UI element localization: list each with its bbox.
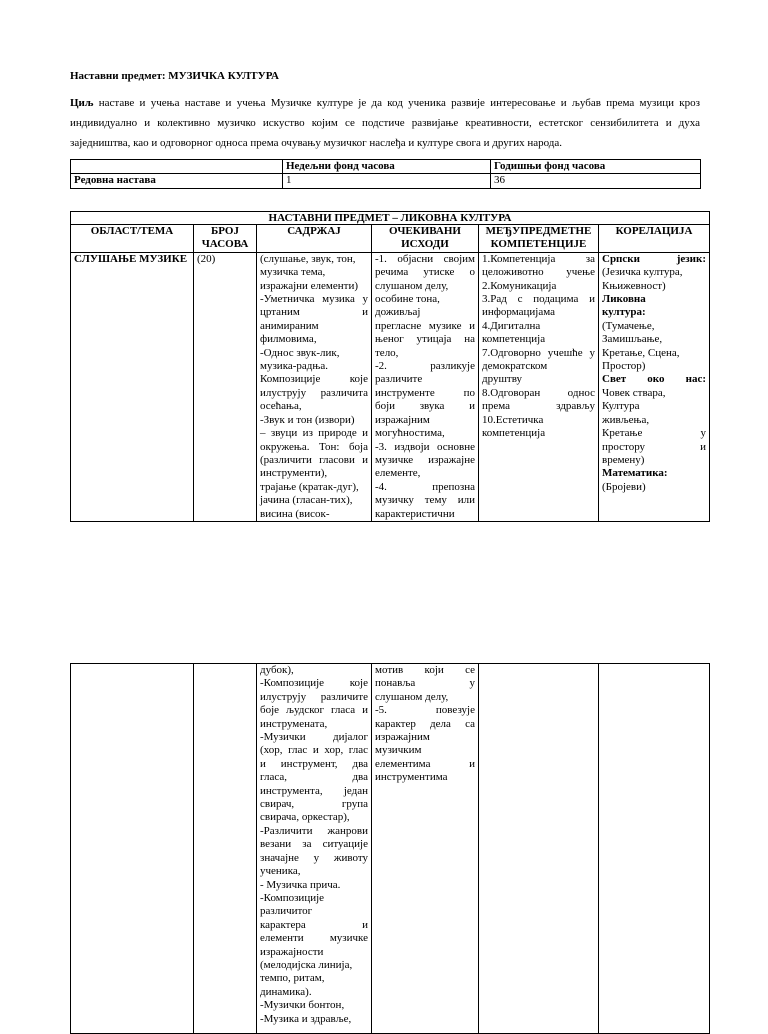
content-line: цртаним и	[260, 306, 368, 319]
fund-header-weekly: Недељни фонд часова	[283, 160, 491, 174]
content-line: боје људског гласа и	[260, 704, 368, 717]
header-area: ОБЛАСТ/ТЕМА	[71, 225, 194, 253]
content-line: изражајни елементи)	[260, 279, 359, 292]
correlation-line: Култура	[602, 400, 640, 413]
outcome-line: -1. објасни својим	[375, 252, 475, 265]
content-line: свирача, оркестар),	[260, 811, 350, 824]
curriculum-row-continued	[71, 664, 710, 1034]
content-line: музичка тема,	[260, 266, 326, 279]
correlation-line: времену)	[602, 453, 645, 466]
competences-cell	[479, 252, 599, 521]
content-line: ученика,	[260, 865, 301, 878]
goal-word: Циљ	[70, 97, 94, 109]
outcome-line: боји звука и	[375, 400, 475, 413]
outcomes-list	[375, 253, 475, 521]
fund-table	[70, 159, 701, 189]
content-line: -Музика и здравље,	[260, 1012, 352, 1025]
competence-line: 8.Одговоран однос	[482, 386, 595, 399]
competence-line: целоживотно учење	[482, 266, 595, 279]
outcome-line: изражајним	[375, 413, 430, 426]
content-line: карактера и	[260, 918, 368, 931]
curriculum-table	[70, 211, 710, 522]
outcome-line: изражајним	[375, 731, 430, 744]
outcomes-list-continued	[375, 664, 475, 785]
content-line: свирач, група	[260, 798, 368, 811]
outcome-line: могућностима,	[375, 427, 445, 440]
correlation-line: Кретање, Сцена,	[602, 346, 680, 359]
goal-paragraph	[70, 93, 700, 153]
competence-line: према здрављу	[482, 400, 595, 413]
correlation-line: живљења,	[602, 413, 650, 426]
subject-heading-label: Наставни предмет:	[70, 70, 166, 82]
header-outcomes: ОЧЕКИВАНИ ИСХОДИ	[372, 225, 479, 253]
competence-line: 1.Компетенција за	[482, 252, 595, 265]
correlation-line: Књижевност)	[602, 279, 666, 292]
fund-row-yearly: 36	[491, 174, 701, 188]
content-line: -Музички дијалог	[260, 731, 368, 744]
content-line: инструменти),	[260, 467, 328, 480]
content-line: Композиције које	[260, 373, 368, 386]
content-line: значајне у животу	[260, 851, 368, 864]
outcome-line: -4. препозна	[375, 480, 475, 493]
header-correlation: КОРЕЛАЦИЈА	[599, 225, 710, 253]
outcomes-cell-continued	[372, 664, 479, 1034]
content-line: елементи музичке	[260, 932, 368, 945]
correlation-line: Српски језик:	[602, 252, 706, 265]
content-line: илуструју различите	[260, 690, 368, 703]
competence-line: 2.Комуникација	[482, 279, 557, 292]
subject-heading	[70, 70, 279, 83]
outcome-line: елементима и	[375, 757, 475, 770]
curriculum-row-listening	[71, 252, 710, 521]
outcome-line: -3. издвоји основне	[375, 440, 475, 453]
outcome-line: -5. повезује	[375, 704, 475, 717]
area-cell-empty	[71, 664, 194, 1034]
competence-line: друштву	[482, 373, 523, 386]
competence-line: 10.Естетичка	[482, 413, 544, 426]
fund-row-label: Редовна настава	[71, 174, 283, 188]
outcome-line: инструментима	[375, 771, 448, 784]
outcome-line: музичке изражајне	[375, 453, 475, 466]
competence-line: 3.Рад с подацима и	[482, 293, 595, 306]
curriculum-title: НАСТАВНИ ПРЕДМЕТ – ЛИКОВНА КУЛТУРА	[71, 212, 710, 225]
outcome-line: доживљај	[375, 306, 421, 319]
content-list-continued	[260, 664, 368, 1026]
correlation-line: култура:	[602, 306, 646, 319]
goal-line-2: индивидуално и колективно музичко искуство којим се подстиче развијање креативности, естетског сензибилитета и духа	[70, 117, 700, 129]
correlation-line: простору и	[602, 440, 706, 453]
content-line: изражајности	[260, 945, 324, 958]
outcome-line: мотив који се	[375, 664, 475, 676]
outcome-line: инструменте по	[375, 386, 475, 399]
content-line: висина (висок-	[260, 507, 330, 520]
header-content: САДРЖАЈ	[257, 225, 372, 253]
competence-line: компетенција	[482, 427, 546, 440]
content-line: (различити гласови и	[260, 453, 368, 466]
content-list	[260, 253, 368, 521]
correlation-cell-empty	[599, 664, 710, 1034]
fund-header-empty	[71, 160, 283, 174]
competence-line: демократском	[482, 360, 548, 373]
content-line: јачина (гласан-тих),	[260, 494, 353, 507]
outcomes-cell	[372, 252, 479, 521]
outcome-line: музичким	[375, 744, 422, 757]
outcome-line: елементе,	[375, 467, 421, 480]
goal-line-3: заједништва, као и одговорног односа према очувању музичког наслеђа и културе свога и других народа.	[70, 137, 563, 149]
content-line: илуструју различита	[260, 386, 368, 399]
content-line: -Однос звук-лик,	[260, 346, 340, 359]
content-line: -Композиције које	[260, 677, 368, 690]
correlation-cell	[599, 252, 710, 521]
outcome-line: прегласне музике и	[375, 319, 475, 332]
correlation-list	[602, 253, 706, 494]
content-line: музика-радња.	[260, 360, 328, 373]
curriculum-header-row	[71, 225, 710, 253]
content-cell-continued	[257, 664, 372, 1034]
outcome-line: слушаном делу,	[375, 690, 449, 703]
content-line: и инструмент, два	[260, 757, 368, 770]
content-line: филмовима,	[260, 333, 317, 346]
correlation-line: Човек ствара,	[602, 386, 666, 399]
outcome-line: њеног утицаја на	[375, 333, 475, 346]
content-line: -Музички бонтон,	[260, 999, 345, 1012]
header-hours: БРОЈ ЧАСОВА	[194, 225, 257, 253]
curriculum-title-row	[71, 212, 710, 225]
fund-row-weekly: 1	[283, 174, 491, 188]
content-line: -Звук и тон (извори)	[260, 413, 355, 426]
correlation-line: Замишљање,	[602, 333, 663, 346]
content-line: осећања,	[260, 400, 302, 413]
content-line: (слушање, звук, тон,	[260, 252, 356, 265]
outcome-line: -2. разликује	[375, 360, 475, 373]
outcome-line: карактер дела са	[375, 717, 475, 730]
competence-line: 4.Дигитална	[482, 319, 541, 332]
content-line: (хор, глас и хор, глас	[260, 744, 368, 757]
content-line: (мелодијска линија,	[260, 958, 353, 971]
outcome-line: тело,	[375, 346, 399, 359]
outcome-line: понавља у	[375, 677, 475, 690]
content-line: -Композиције	[260, 891, 325, 904]
content-line: – звуци из природе и	[260, 427, 368, 440]
content-line: -Различити жанрови	[260, 824, 368, 837]
area-cell: СЛУШАЊЕ МУЗИКЕ	[71, 252, 194, 521]
content-line: - Музичка прича.	[260, 878, 341, 891]
correlation-line: (Језичка култура,	[602, 266, 683, 279]
fund-table-row	[71, 174, 701, 188]
content-cell	[257, 252, 372, 521]
content-line: инструмената,	[260, 717, 328, 730]
goal-line-1: наставе и учења наставе и учења Музичке културе је да код ученика развије интересовање и љубав према музици кроз	[98, 97, 700, 109]
content-line: темпо, ритам,	[260, 972, 325, 985]
correlation-line: Ликовна	[602, 293, 646, 306]
content-line: окружења. Тон: боја	[260, 440, 368, 453]
competences-cell-empty	[479, 664, 599, 1034]
content-line: везани за ситуације	[260, 838, 368, 851]
content-line: динамика).	[260, 985, 312, 998]
outcome-line: слушаном делу,	[375, 279, 449, 292]
competence-line: 7.Одговорно учешће у	[482, 346, 595, 359]
correlation-line: (Бројеви)	[602, 480, 646, 493]
fund-header-yearly: Годишњи фонд часова	[491, 160, 701, 174]
content-line: инструмента, један	[260, 784, 368, 797]
outcome-line: особине тона,	[375, 293, 440, 306]
correlation-line: Математика:	[602, 467, 668, 480]
subject-heading-value: МУЗИЧКА КУЛТУРА	[168, 70, 279, 82]
outcome-line: карактеристични	[375, 507, 455, 520]
hours-cell: (20)	[194, 252, 257, 521]
content-line: -Уметничка музика у	[260, 293, 368, 306]
correlation-line: Кретање у	[602, 427, 706, 440]
competences-list	[482, 253, 595, 441]
competence-line: информацијама	[482, 306, 555, 319]
curriculum-table-continued	[70, 663, 710, 1034]
competence-line: компетенција	[482, 333, 546, 346]
content-line: анимираним	[260, 319, 319, 332]
content-line: гласа, два	[260, 771, 368, 784]
correlation-line: Простор)	[602, 360, 646, 373]
outcome-line: различите	[375, 373, 423, 386]
header-competences: МЕЂУПРЕДМЕТНЕ КОМПЕТЕНЦИЈЕ	[479, 225, 599, 253]
content-line: трајање (кратак-дуг),	[260, 480, 359, 493]
hours-cell-empty	[194, 664, 257, 1034]
outcome-line: музичку тему или	[375, 494, 475, 507]
correlation-line: Свет око нас:	[602, 373, 706, 386]
correlation-line: (Тумачење,	[602, 319, 655, 332]
content-line: дубок),	[260, 664, 294, 676]
content-line: различитог	[260, 905, 313, 918]
outcome-line: речима утиске о	[375, 266, 475, 279]
fund-table-header-row	[71, 160, 701, 174]
